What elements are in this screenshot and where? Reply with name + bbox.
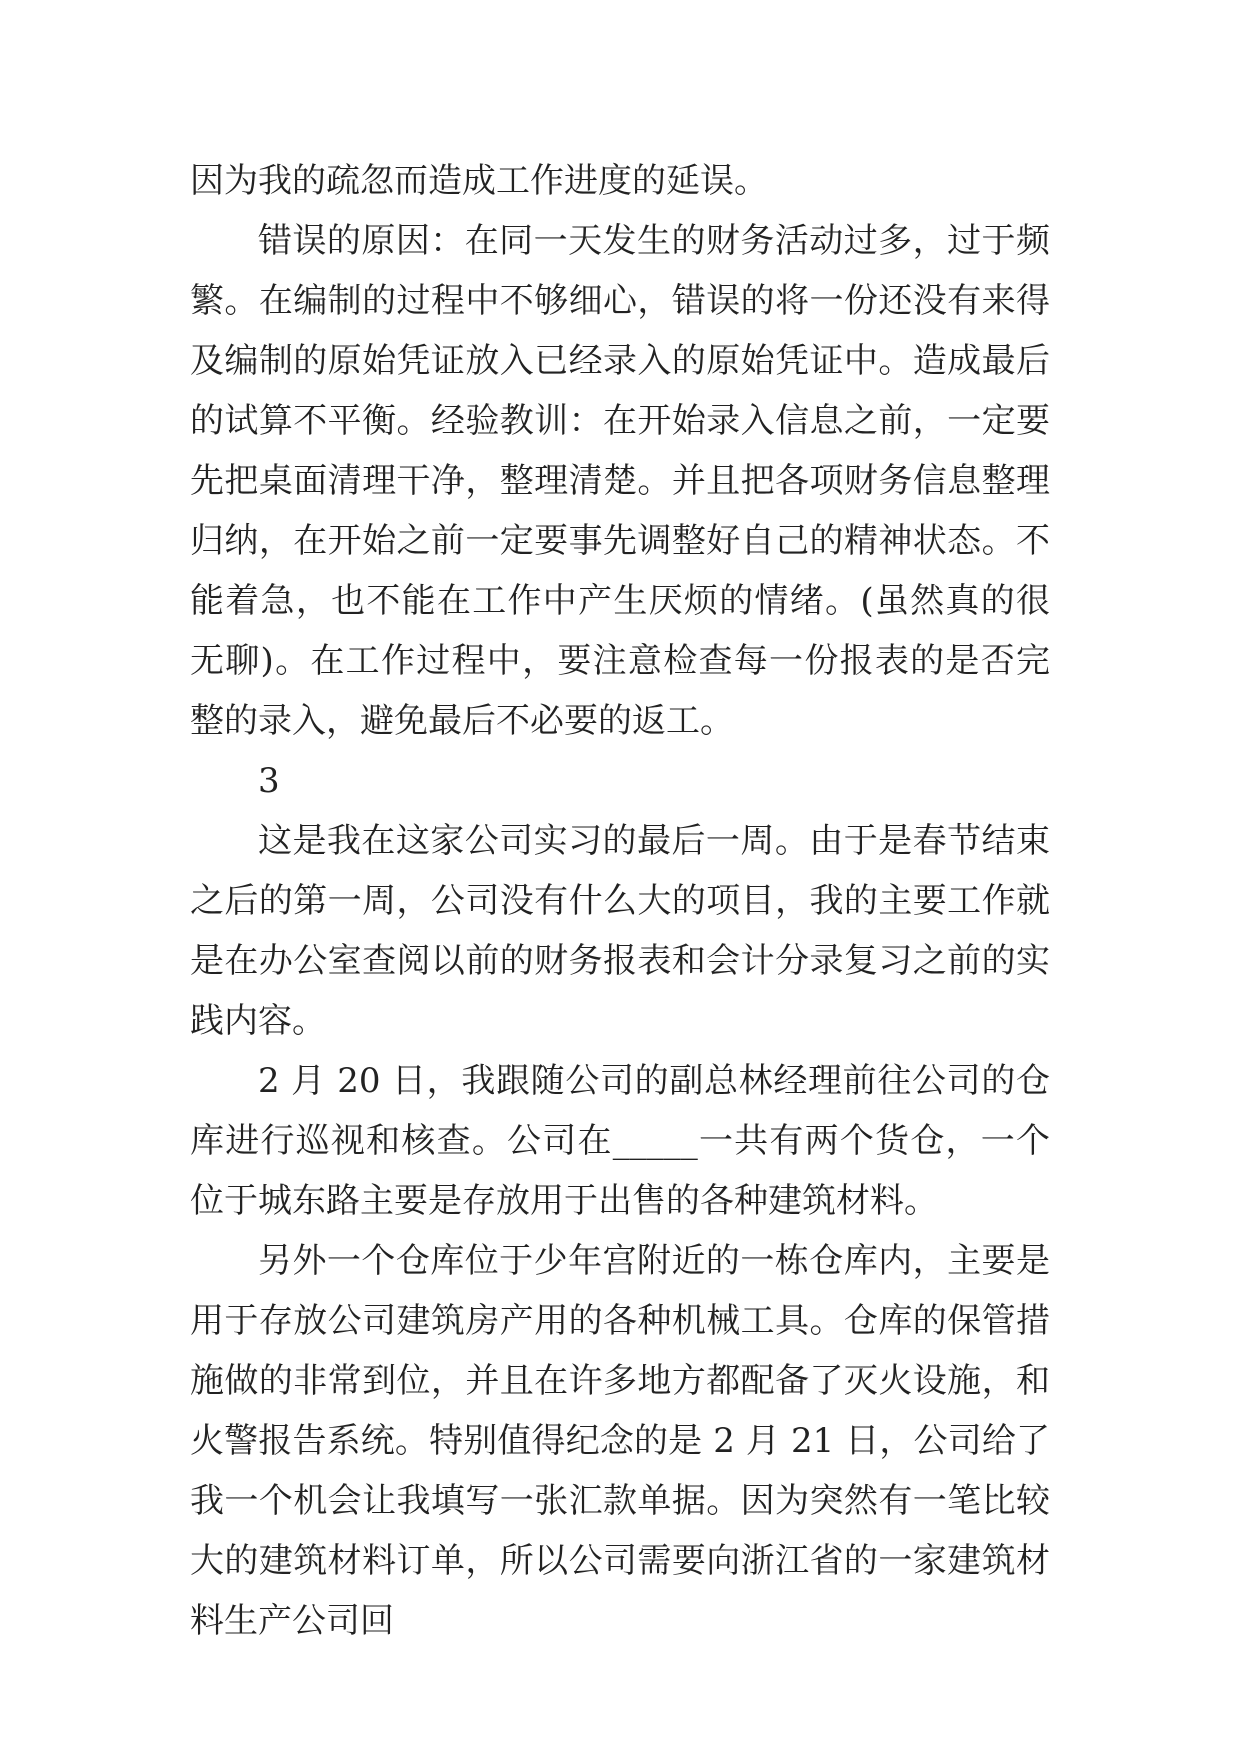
paragraph-5: 另外一个仓库位于少年宫附近的一栋仓库内，主要是用于存放公司建筑房产用的各种机械工具。仓库的保管措施做的非常到位，并且在许多地方都配备了灭火设施，和火警报告系统。特别值得纪念的是 2 月 21 日，公司给了我一个机会让我填写一张汇款单据。因为突然有一笔比较大的建筑材料订单，所以公司需要向浙江省的一家建筑材料生产公司回 <box>190 1241 1050 1641</box>
document-body <box>190 151 1050 1651</box>
paragraph-1: 因为我的疏忽而造成工作进度的延误。 <box>190 161 768 201</box>
section-number: 3 <box>258 761 280 801</box>
paragraph-2: 错误的原因：在同一天发生的财务活动过多，过于频繁。在编制的过程中不够细心，错误的将一份还没有来得及编制的原始凭证放入已经录入的原始凭证中。造成最后的试算不平衡。经验教训：在开始录入信息之前，一定要先把桌面清理干净，整理清楚。并且把各项财务信息整理归纳，在开始之前一定要事先调整好自己的精神状态。不能着急，也不能在工作中产生厌烦的情绪。(虽然真的很无聊)。在工作过程中，要注意检查每一份报表的是否完整的录入，避免最后不必要的返工。 <box>190 221 1050 741</box>
paragraph-4: 2 月 20 日，我跟随公司的副总林经理前往公司的仓库进行巡视和核查。公司在_____一共有两个货仓，一个位于城东路主要是存放用于出售的各种建筑材料。 <box>190 1061 1050 1221</box>
paragraph-3: 这是我在这家公司实习的最后一周。由于是春节结束之后的第一周，公司没有什么大的项目，我的主要工作就是在办公室查阅以前的财务报表和会计分录复习之前的实践内容。 <box>190 821 1050 1041</box>
